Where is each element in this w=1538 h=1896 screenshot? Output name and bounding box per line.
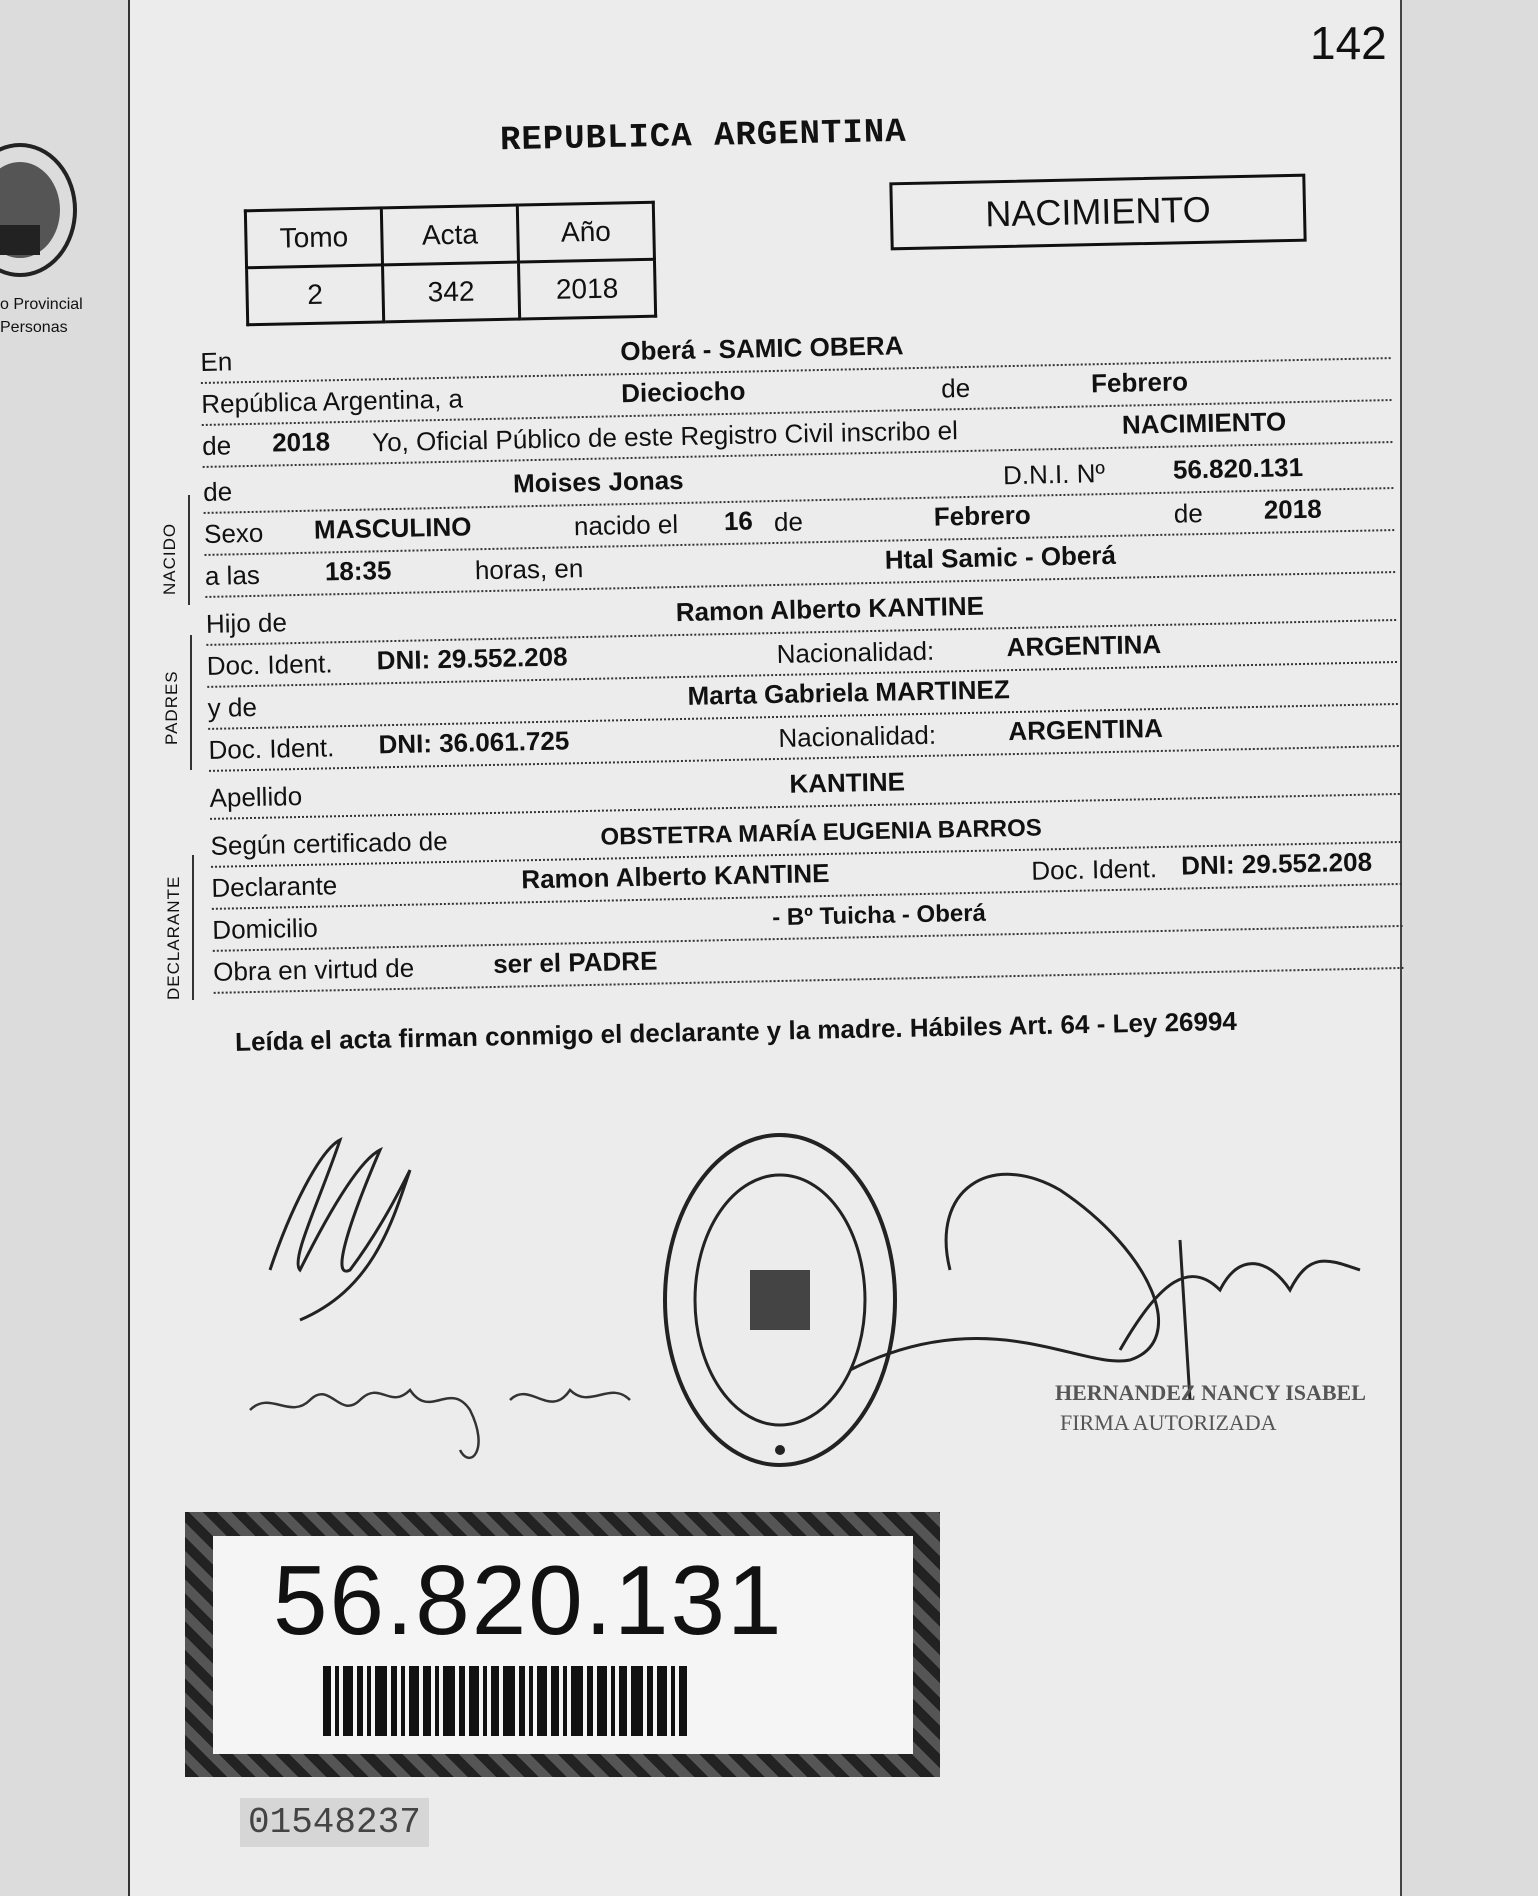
father-signature <box>270 1140 410 1320</box>
label-de: de <box>940 372 971 404</box>
value-father-doc: DNI: 29.552.208 <box>376 641 568 676</box>
dni-number: 56.820.131 <box>273 1545 784 1655</box>
value-year: 2018 <box>271 426 331 458</box>
official-seal <box>665 1135 895 1465</box>
official-role-stamp: FIRMA AUTORIZADA <box>1060 1410 1277 1435</box>
label-certificado: Según certificado de <box>210 825 448 861</box>
registry-table <box>244 201 657 327</box>
declarante-bracket <box>192 855 194 1000</box>
label-domicilio: Domicilio <box>212 912 319 945</box>
record-type-box: NACIMIENTO <box>889 174 1306 251</box>
value-sex: MASCULINO <box>313 511 472 545</box>
label-hijo: Hijo de <box>205 607 288 639</box>
value-declarant: Ramon Alberto KANTINE <box>521 857 830 895</box>
nacido-bracket <box>188 495 190 605</box>
value-day: Dieciocho <box>620 375 746 409</box>
value-mother-doc: DNI: 36.061.725 <box>378 725 570 760</box>
value-birth-year: 2018 <box>1263 493 1322 525</box>
side-label-padres: PADRES <box>162 670 181 745</box>
barcode <box>323 1666 793 1736</box>
mother-signature <box>250 1390 630 1458</box>
value-certificate: OBSTETRA MARÍA EUGENIA BARROS <box>600 814 1043 851</box>
value-mother-nationality: ARGENTINA <box>1008 712 1164 747</box>
dni-sticker <box>185 1512 940 1777</box>
registry-header-ano: Año <box>517 202 654 262</box>
document-title: REPUBLICA ARGENTINA <box>499 113 908 161</box>
value-basis: ser el PADRE <box>492 945 658 979</box>
label-de-birth: de <box>773 506 804 538</box>
label-doc-mother: Doc. Ident. <box>208 732 335 765</box>
side-label-nacido: NACIDO <box>160 522 179 595</box>
label-nacionalidad-mother: Nacionalidad: <box>778 719 937 753</box>
label-doc-father: Doc. Ident. <box>206 648 333 681</box>
value-father-nationality: ARGENTINA <box>1006 628 1162 663</box>
label-declarante: Declarante <box>211 870 338 903</box>
value-declarant-doc: DNI: 29.552.208 <box>1180 846 1373 881</box>
value-father-name: Ramon Alberto KANTINE <box>675 590 985 628</box>
value-birth-place: Htal Samic - Oberá <box>884 539 1117 575</box>
official-signature <box>850 1174 1360 1400</box>
page-number: 142 <box>1310 17 1387 69</box>
serial-number: 01548237 <box>240 1798 429 1847</box>
value-act-type: NACIMIENTO <box>1121 406 1287 440</box>
label-en: En <box>200 346 233 377</box>
label-doc-declarant: Doc. Ident. <box>1030 853 1158 886</box>
label-sexo: Sexo <box>203 517 264 549</box>
registry-header-acta: Acta <box>381 205 518 265</box>
padres-bracket <box>190 635 192 770</box>
value-place: Oberá - SAMIC OBERA <box>620 330 904 367</box>
registry-value-tomo: 2 <box>247 265 384 325</box>
side-label-declarante: DECLARANTE <box>164 875 183 1000</box>
value-birth-day: 16 <box>723 505 754 537</box>
value-month: Febrero <box>1090 366 1189 399</box>
label-nacionalidad-father: Nacionalidad: <box>776 635 935 669</box>
label-a-las: a las <box>204 559 261 591</box>
value-mother-name: Marta Gabriela MARTINEZ <box>687 674 1010 711</box>
value-birth-month: Febrero <box>933 499 1031 532</box>
dni-sticker-inner <box>213 1536 913 1754</box>
province-logo <box>0 130 80 280</box>
value-address: - Bº Tuicha - Oberá <box>771 899 987 932</box>
value-surname: KANTINE <box>789 766 906 799</box>
registry-value-ano: 2018 <box>518 259 655 319</box>
label-de-year: de <box>201 430 232 461</box>
label-y-de: y de <box>207 691 258 723</box>
logo-caption: o Provincial Personas <box>0 296 83 336</box>
label-de-birth-year: de <box>1173 498 1204 529</box>
official-name-stamp: HERNANDEZ NANCY ISABEL <box>1055 1380 1366 1405</box>
registry-value-acta: 342 <box>383 262 520 322</box>
label-obra: Obra en virtud de <box>212 952 415 987</box>
label-nacido: nacido el <box>573 509 679 542</box>
value-birth-time: 18:35 <box>324 555 392 587</box>
label-yo: Yo, Oficial Público de este Registro Civil inscribo el <box>371 415 959 458</box>
label-republica: República Argentina, a <box>201 383 464 419</box>
signatures-area <box>230 1090 1430 1510</box>
value-child-name: Moises Jonas <box>512 464 684 499</box>
label-de-child: de <box>202 476 233 507</box>
label-dni: D.N.I. Nº <box>1002 458 1106 491</box>
registry-header-tomo: Tomo <box>245 208 382 268</box>
value-child-dni: 56.820.131 <box>1172 451 1304 485</box>
label-horas: horas, en <box>474 553 584 586</box>
closing-note: Leída el acta firman conmigo el declarante y la madre. Hábiles Art. 64 - Ley 26994 <box>234 1005 1238 1057</box>
label-apellido: Apellido <box>209 780 303 813</box>
